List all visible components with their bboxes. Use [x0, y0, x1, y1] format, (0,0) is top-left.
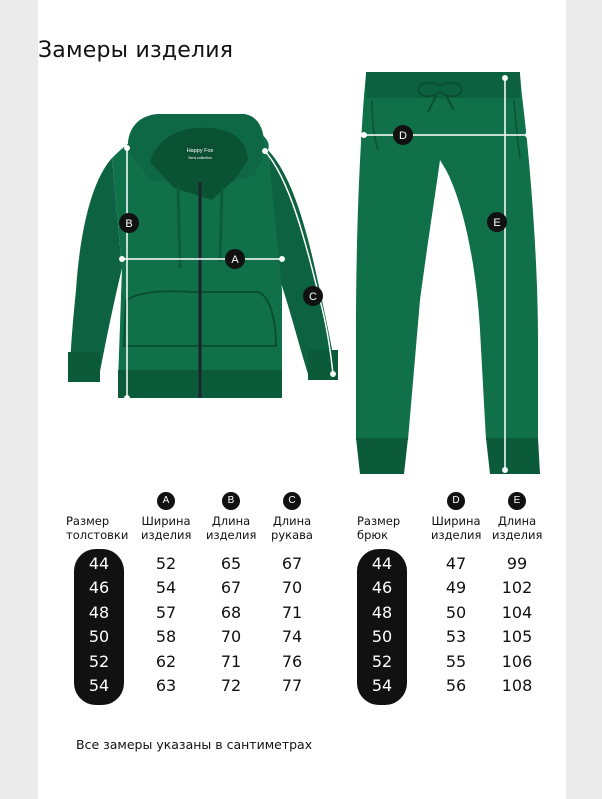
- measure-cell: 77: [281, 676, 303, 695]
- measure-cell: 49: [445, 578, 467, 598]
- size-cell: 48: [88, 602, 110, 622]
- measure-cell: 108: [501, 676, 533, 695]
- svg-text:C: C: [309, 291, 317, 303]
- measure-cell: 65: [220, 554, 242, 573]
- measure-cell: 71: [281, 602, 303, 622]
- measure-cell: 102: [501, 578, 533, 598]
- col-marker-b: B: [222, 492, 240, 510]
- size-cell: 50: [371, 627, 393, 647]
- marker-c: [303, 286, 323, 306]
- size-cell: 52: [88, 651, 110, 671]
- marker-a: [225, 249, 245, 269]
- measure-cell: 71: [220, 651, 242, 671]
- col-marker-c: C: [283, 492, 301, 510]
- measure-cell: 57: [155, 602, 177, 622]
- svg-text:A: A: [231, 254, 239, 266]
- size-cell: 44: [371, 554, 393, 573]
- measure-cell: 56: [445, 676, 467, 695]
- col-marker-a: A: [157, 492, 175, 510]
- measure-cell: 99: [506, 554, 528, 573]
- svg-text:E: E: [493, 217, 501, 229]
- size-cell: 54: [371, 676, 393, 695]
- measure-cell: 50: [445, 602, 467, 622]
- pants-image: [356, 72, 540, 474]
- measure-cell: 63: [155, 676, 177, 695]
- measure-cell: 68: [220, 602, 242, 622]
- col-header-pants-length: Длина изделия: [492, 514, 543, 542]
- measure-cell: 70: [281, 578, 303, 598]
- measure-cell: 70: [220, 627, 242, 647]
- col-marker-e: E: [508, 492, 526, 510]
- size-cell: 54: [88, 676, 110, 695]
- measure-cell: 52: [155, 554, 177, 573]
- measure-cell: 74: [281, 627, 303, 647]
- footnote: Все замеры указаны в сантиметрах: [76, 737, 313, 752]
- col-header-sleeve: Длина рукава: [271, 514, 313, 542]
- measure-cell: 76: [281, 651, 303, 671]
- svg-text:D: D: [399, 130, 407, 142]
- measure-cell: 67: [220, 578, 242, 598]
- size-cell: 52: [371, 651, 393, 671]
- size-cell: 50: [88, 627, 110, 647]
- measure-cell: 58: [155, 627, 177, 647]
- svg-text:B: B: [125, 218, 133, 230]
- size-cell: 46: [88, 578, 110, 598]
- col-marker-d: D: [447, 492, 465, 510]
- measure-cell: 106: [501, 651, 533, 671]
- col-header-width: Ширина изделия: [141, 514, 192, 542]
- page-title: Замеры изделия: [38, 38, 234, 63]
- size-cell: 48: [371, 602, 393, 622]
- measure-cell: 47: [445, 554, 467, 573]
- measure-cell: 55: [445, 651, 467, 671]
- col-header-pants-width: Ширина изделия: [431, 514, 482, 542]
- hoodie-size-header: Размер толстовки: [66, 514, 129, 542]
- size-cell: 46: [371, 578, 393, 598]
- col-header-length: Длина изделия: [206, 514, 257, 542]
- measure-cell: 72: [220, 676, 242, 695]
- marker-d: [393, 125, 413, 145]
- size-cell: 44: [88, 554, 110, 573]
- measure-cell: 105: [501, 627, 533, 647]
- measure-cell: 62: [155, 651, 177, 671]
- pants-size-header: Размер брюк: [357, 514, 401, 542]
- hoodie-label-sub: Sens collection: [188, 156, 212, 160]
- measure-cell: 67: [281, 554, 303, 573]
- measure-cell: 54: [155, 578, 177, 598]
- measure-cell: 104: [501, 602, 533, 622]
- hoodie-image: [68, 114, 338, 398]
- hoodie-label-brand: Happy Fox: [186, 148, 214, 154]
- measure-cell: 53: [445, 627, 467, 647]
- marker-b: [119, 213, 139, 233]
- marker-e: [487, 212, 507, 232]
